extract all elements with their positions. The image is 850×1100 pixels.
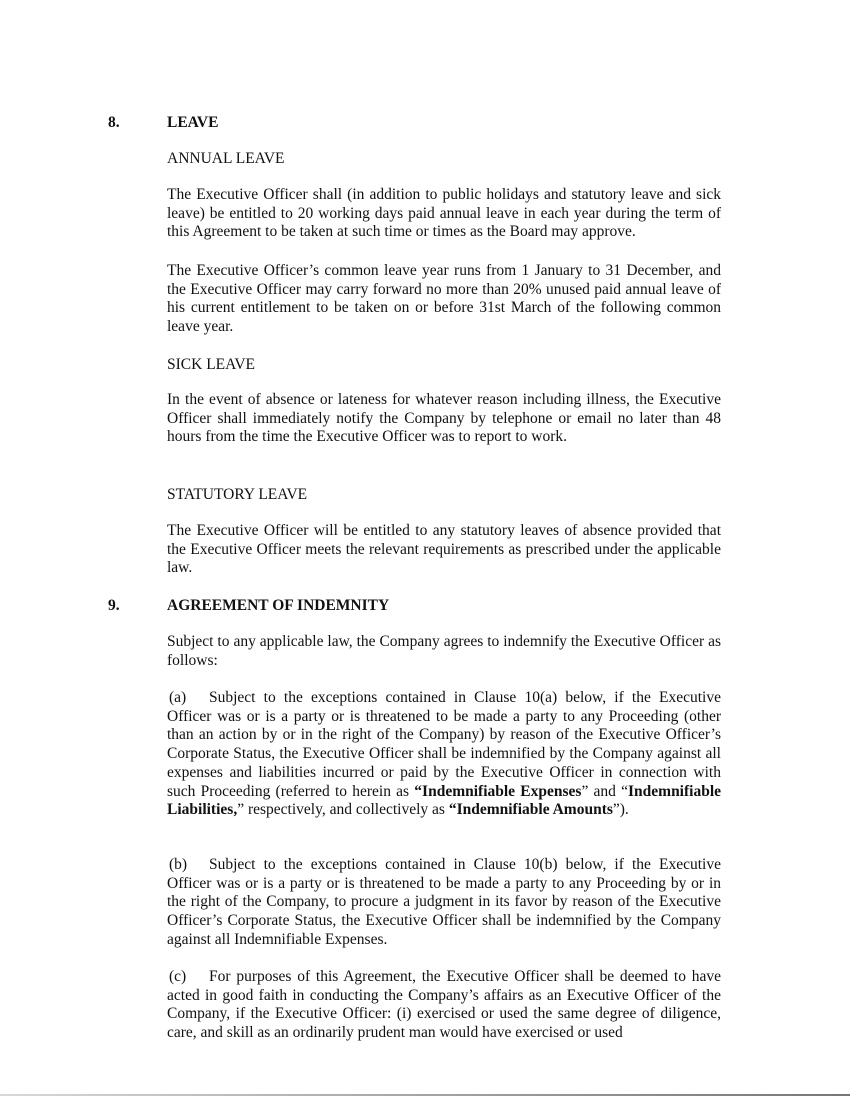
section-heading-leave: LEAVE (167, 114, 219, 131)
paragraph: The Executive Officer shall (in addition to public holidays and statutory leave and sick leave) be entitled to 20 working days paid annual leave in each year during the term of this Agreement to be taken at such time or times as the Board may approve. (167, 186, 721, 241)
clause-label: (b) (169, 856, 188, 873)
section-number: 9. (108, 597, 120, 614)
clause-a: (a) Subject to the exceptions contained in Clause 10(a) below, if the Executive Officer was or is a party or is threatened to be made a party to any Proceeding (other than an action by or in the right of the Company) by reason of the Executive Officer’s Corporate Status, the Executive Officer shall be indemnified by the Company against all expenses and liabilities incurred or paid by the Executive Officer in connection with such Proceeding (referred to herein as “Indemnifiable Expenses” and “Indemnifiable Liabilities,” respectively, and collectively as “Indemnifiable Amounts”). (167, 689, 722, 819)
clause-b: (b) Subject to the exceptions contained in Clause 10(b) below, if the Executive Officer was or is a party or is threatened to be made a party to any Proceeding by or in the right of the Company, to procure a judgment in its favor by reason of the Executive Officer’s Corporate Status, the Executive Officer shall be indemnified by the Company against all Indemnifiable Expenses. (167, 856, 721, 948)
subheading-statutory-leave: STATUTORY LEAVE (167, 486, 308, 503)
indemnity-intro: Subject to any applicable law, the Company agrees to indemnify the Executive Officer as follows: (167, 633, 721, 669)
paragraph: The Executive Officer will be entitled to any statutory leaves of absence provided that the Executive Officer meets the relevant requirements as prescribed under the applicable law. (167, 522, 721, 577)
section-heading-indemnity: AGREEMENT OF INDEMNITY (167, 597, 390, 614)
paragraph: In the event of absence or lateness for whatever reason including illness, the Executive Officer shall immediately notify the Company by telephone or email no later than 48 hours from the time the Executive Officer was to report to work. (167, 391, 721, 446)
clause-label: (a) (169, 689, 187, 706)
subheading-sick-leave: SICK LEAVE (167, 356, 255, 373)
scan-edge-line (0, 1094, 850, 1096)
defined-term: “Indemnifiable Amounts (448, 801, 613, 819)
clause-c: (c) For purposes of this Agreement, the Executive Officer shall be deemed to have acted in good faith in conducting the Company’s affairs as an Executive Officer of the Company, if the Executive Officer: (i) exercised or used the same degree of diligence, care, and skill as an ordinarily prudent man would have exercised or used (167, 968, 721, 1042)
subheading-annual-leave: ANNUAL LEAVE (167, 150, 285, 167)
clause-label: (c) (169, 968, 187, 985)
section-number: 8. (108, 114, 120, 131)
defined-term: Indemnifiable Liabilities, (167, 782, 722, 819)
defined-term: “Indemnifiable Expenses (414, 782, 582, 800)
paragraph: The Executive Officer’s common leave year runs from 1 January to 31 December, and the Executive Officer may carry forward no more than 20% unused paid annual leave of his current entitlement to be taken on or before 31st March of the following common leave year. (167, 262, 721, 336)
